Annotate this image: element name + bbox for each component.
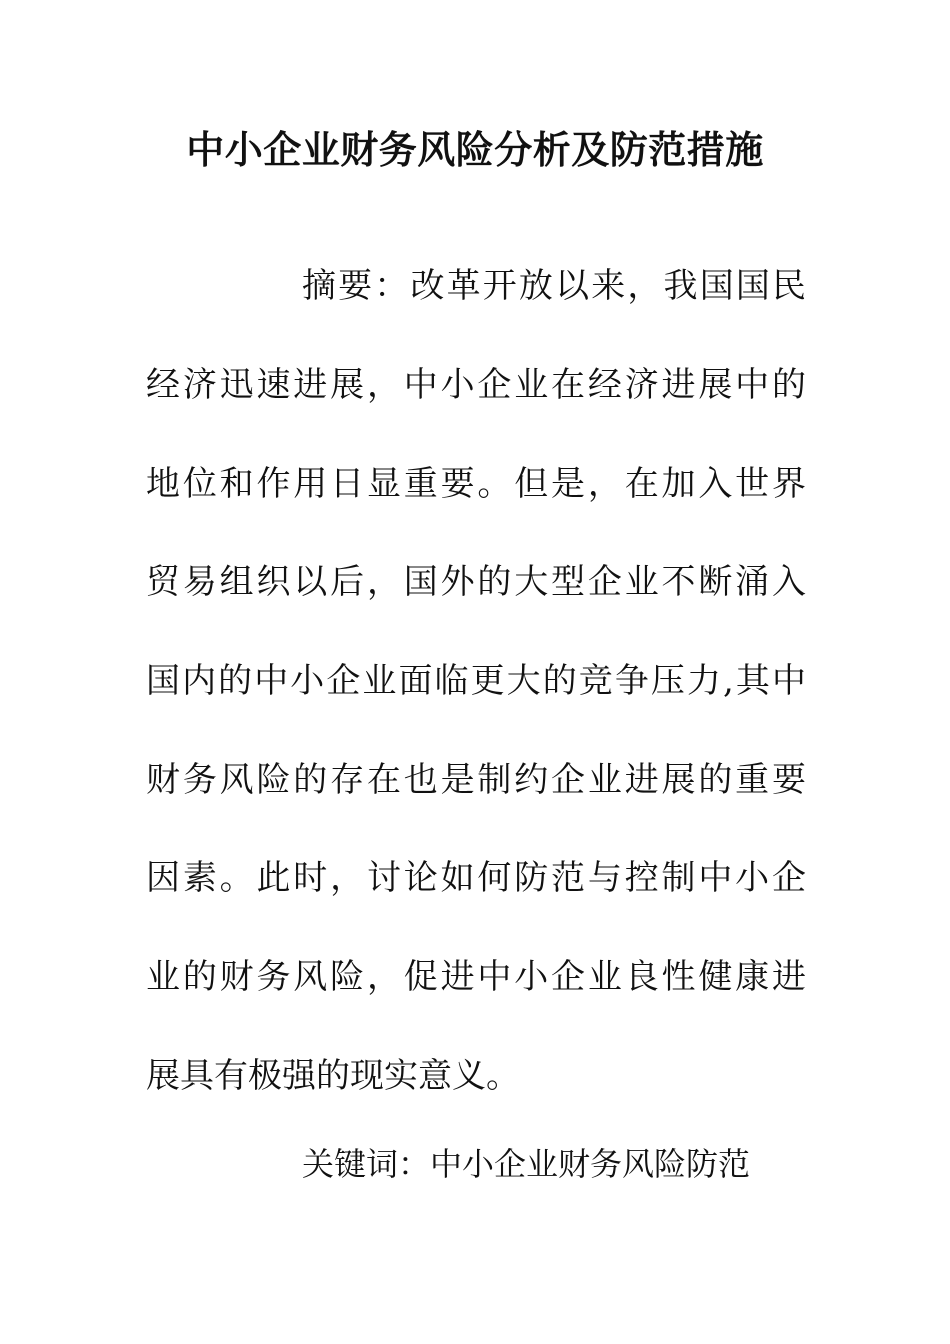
keywords-line: 关键词：中小企业财务风险防范 bbox=[302, 1145, 751, 1183]
abstract-line-3: 地位和作用日显重要。但是，在加入世界 bbox=[146, 464, 806, 504]
abstract-line-7: 因素。此时，讨论如何防范与控制中小企 bbox=[146, 858, 806, 898]
abstract-line-5: 国内的中小企业面临更大的竞争压力,其中 bbox=[146, 661, 806, 701]
abstract-line-2: 经济迅速进展，中小企业在经济进展中的 bbox=[146, 365, 806, 405]
abstract-line-1: 摘要：改革开放以来，我国国民 bbox=[302, 266, 806, 306]
abstract-line-8: 业的财务风险，促进中小企业良性健康进 bbox=[146, 957, 806, 997]
abstract-line-6: 财务风险的存在也是制约企业进展的重要 bbox=[146, 760, 806, 800]
abstract-line-4: 贸易组织以后，国外的大型企业不断涌入 bbox=[146, 562, 806, 602]
document-title: 中小企业财务风险分析及防范措施 bbox=[186, 127, 764, 172]
abstract-line-9: 展具有极强的现实意义。 bbox=[146, 1056, 520, 1096]
